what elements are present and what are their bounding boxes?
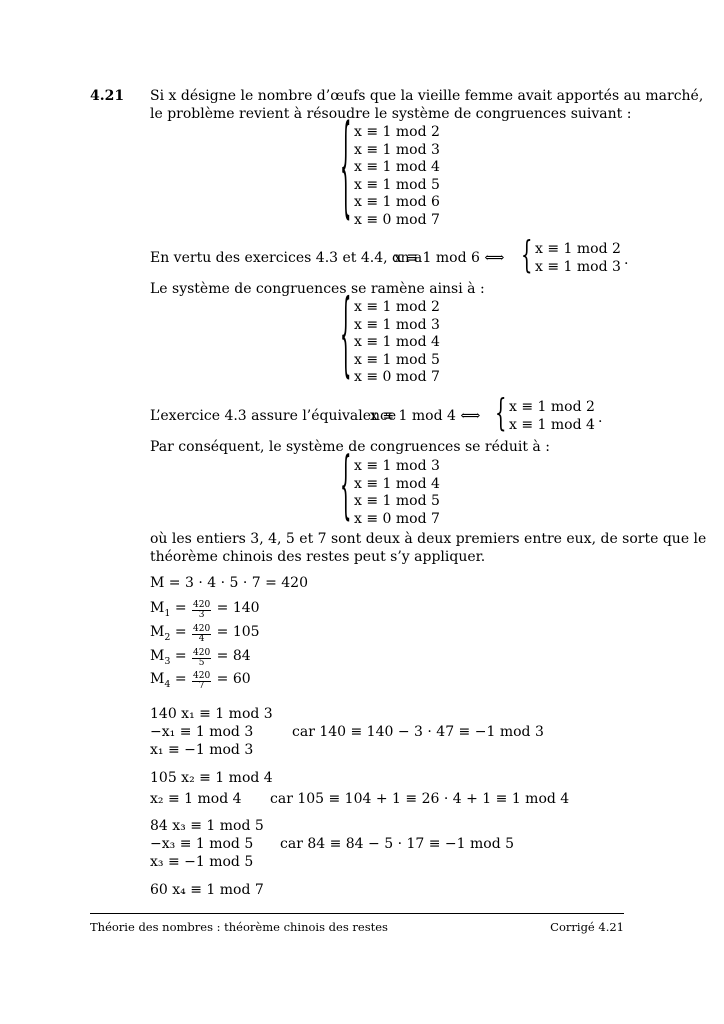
footer-rule — [90, 913, 624, 914]
moduli-fraction — [192, 601, 211, 620]
moduli-fraction — [192, 649, 211, 668]
fraction-num: 420 — [193, 624, 211, 634]
reduce-1-text: Le système de congruences se ramène ainsi à : — [150, 281, 485, 297]
equiv-1-text: En vertu des exercices 4.3 et 4.4, on a — [150, 250, 423, 266]
solve-1-line-3: x₁ ≡ −1 mod 3 — [150, 742, 254, 758]
footer-left: Théorie des nombres : théorème chinois des restes — [90, 920, 388, 934]
equiv-2-end: . — [598, 410, 603, 426]
system-1-line: x ≡ 1 mod 3 — [354, 141, 440, 158]
fraction-num: 420 — [193, 671, 211, 681]
system-3-line: x ≡ 1 mod 3 — [354, 458, 440, 474]
system-1-line: x ≡ 1 mod 6 — [354, 194, 440, 210]
moduli-sub: 4 — [164, 678, 171, 690]
solve-1-line-1: 140 x₁ ≡ 1 mod 3 — [150, 706, 273, 722]
moduli-sub: 2 — [164, 631, 171, 643]
equiv-2-case: x ≡ 1 mod 4 — [509, 416, 595, 433]
M-line: M = 3 · 4 · 5 · 7 = 420 — [150, 575, 308, 591]
solve-2-line-1: 105 x₂ ≡ 1 mod 4 — [150, 770, 273, 786]
solve-2-note: car 105 ≡ 104 + 1 ≡ 26 · 4 + 1 ≡ 1 mod 4 — [270, 791, 570, 807]
moduli-fraction — [192, 625, 211, 644]
system-2-line: x ≡ 1 mod 3 — [354, 316, 440, 333]
equiv-2-case: x ≡ 1 mod 2 — [509, 399, 595, 415]
fraction-den: 3 — [198, 610, 205, 620]
equiv-1-case: x ≡ 1 mod 3 — [535, 258, 621, 275]
fraction-num: 420 — [193, 600, 211, 610]
system-2-brace: { — [340, 282, 352, 390]
intro-line-2: le problème revient à résoudre le système de congruences suivant : — [150, 106, 632, 122]
fraction-den: 5 — [198, 658, 205, 668]
moduli-result: = 84 — [216, 648, 251, 664]
reduce-2-text: Par conséquent, le système de congruences se réduit à : — [150, 439, 550, 455]
moduli-row: $M_2$ = $\frac{420}{4}$ = 105 — [150, 624, 260, 644]
system-2 — [354, 299, 440, 387]
moduli-result: = 105 — [216, 624, 260, 640]
solve-1-line-2: −x₁ ≡ 1 mod 3 — [150, 724, 254, 740]
solve-1-note: car 140 ≡ 140 − 3 · 47 ≡ −1 mod 3 — [292, 724, 544, 740]
solve-2-line-2: x₂ ≡ 1 mod 4 — [150, 791, 242, 807]
moduli-lhs: M — [150, 600, 165, 616]
system-2-line: x ≡ 1 mod 4 — [354, 334, 440, 350]
moduli-result: = 60 — [216, 671, 251, 687]
moduli-lhs: M — [150, 671, 165, 687]
system-3-line: x ≡ 1 mod 4 — [354, 475, 440, 492]
solve-3-note: car 84 ≡ 84 − 5 · 17 ≡ −1 mod 5 — [280, 836, 515, 852]
equiv-1-end: . — [624, 252, 629, 268]
moduli-row: $M_1$ = $\frac{420}{3}$ = 140 — [150, 600, 260, 620]
equiv-2-brace: { — [495, 391, 507, 436]
equiv-1-formula: x ≡ 1 mod 6 ⟺ — [394, 250, 505, 266]
solve-3-line-1: 84 x₃ ≡ 1 mod 5 — [150, 818, 264, 834]
system-1-line: x ≡ 1 mod 4 — [354, 159, 440, 175]
solve-3-line-2: −x₃ ≡ 1 mod 5 — [150, 836, 254, 852]
equiv-1-brace: { — [521, 233, 533, 278]
fraction-num: 420 — [193, 648, 211, 658]
system-2-line: x ≡ 0 mod 7 — [354, 369, 440, 385]
system-1-line: x ≡ 0 mod 7 — [354, 211, 440, 228]
fraction-den: 7 — [198, 681, 205, 691]
moduli-row: $M_3$ = $\frac{420}{5}$ = 84 — [150, 648, 251, 668]
equiv-1-case: x ≡ 1 mod 2 — [535, 241, 621, 257]
footer-right: Corrigé 4.21 — [550, 920, 624, 934]
moduli-sub: 1 — [164, 607, 171, 619]
system-3 — [354, 458, 440, 528]
equiv-2-formula: x ≡ 1 mod 4 ⟺ — [370, 408, 481, 424]
system-3-line: x ≡ 0 mod 7 — [354, 510, 440, 527]
system-2-line: x ≡ 1 mod 2 — [354, 299, 440, 315]
system-1-brace: { — [340, 104, 352, 233]
moduli-lhs: M — [150, 624, 165, 640]
equiv-2-cases — [509, 399, 595, 434]
intro-line-1: Si x désigne le nombre d’œufs que la vieille femme avait apportés au marché, — [150, 88, 704, 104]
moduli-lhs: M — [150, 648, 165, 664]
equiv-1-cases — [535, 241, 621, 276]
coprime-line-1: où les entiers 3, 4, 5 et 7 sont deux à deux premiers entre eux, de sorte que le — [150, 531, 707, 547]
system-1-line: x ≡ 1 mod 2 — [354, 124, 440, 140]
exercise-number: 4.21 — [90, 88, 125, 104]
coprime-line-2: théorème chinois des restes peut s’y appliquer. — [150, 549, 486, 565]
fraction-den: 4 — [198, 634, 205, 644]
moduli-sub: 3 — [164, 655, 171, 667]
system-1-line: x ≡ 1 mod 5 — [354, 176, 440, 193]
system-2-line: x ≡ 1 mod 5 — [354, 351, 440, 368]
system-1 — [354, 124, 440, 229]
solve-4-line-1: 60 x₄ ≡ 1 mod 7 — [150, 882, 264, 898]
equiv-2-text: L’exercice 4.3 assure l’équivalence — [150, 408, 397, 424]
system-3-line: x ≡ 1 mod 5 — [354, 493, 440, 509]
moduli-row: $M_4$ = $\frac{420}{7}$ = 60 — [150, 671, 251, 691]
moduli-fraction — [192, 672, 211, 691]
system-3-brace: { — [340, 443, 352, 530]
solve-3-line-3: x₃ ≡ −1 mod 5 — [150, 854, 254, 870]
moduli-result: = 140 — [216, 600, 260, 616]
